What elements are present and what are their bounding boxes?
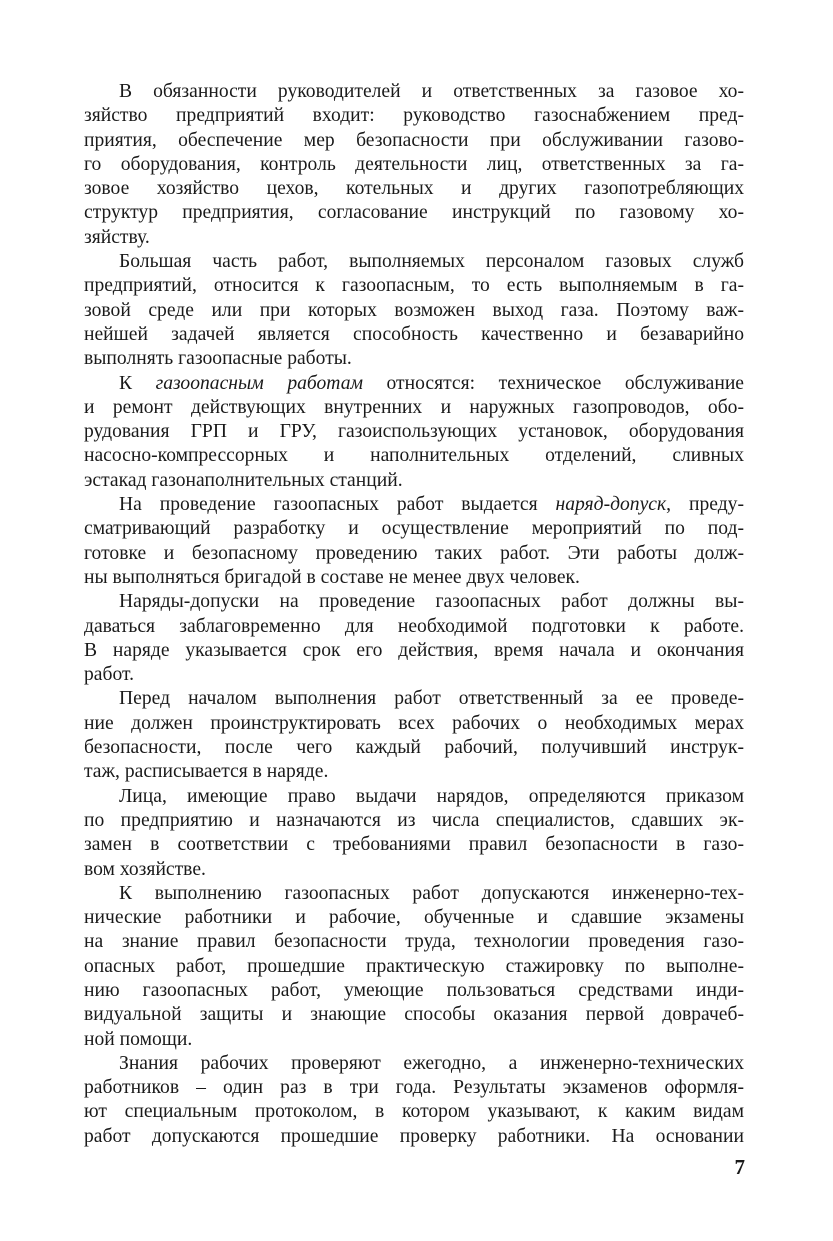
- text-line: [84, 566, 744, 590]
- text-segment: работников – один раз в три года. Результаты экзаменов оформля-: [84, 1077, 744, 1099]
- text-line: [84, 1076, 744, 1100]
- text-line: [84, 517, 744, 541]
- paragraph: [84, 80, 744, 250]
- text-line: [84, 104, 744, 128]
- text-segment: даваться заблаговременно для необходимой подготовки к работе.: [84, 615, 744, 637]
- text-line: [84, 1003, 744, 1027]
- text-line: [84, 736, 744, 760]
- text-line: [84, 833, 744, 857]
- text-segment: зовой среде или при которых возможен выход газа. Поэтому важ-: [84, 299, 744, 321]
- text-line: [84, 80, 744, 104]
- paragraph: [84, 1052, 744, 1149]
- text-segment: приятия, обеспечение мер безопасности при обслуживании газово-: [84, 129, 744, 151]
- text-segment: безопасности, после чего каждый рабочий, получивший инструк-: [84, 737, 744, 759]
- text-segment: таж, расписывается в наряде.: [84, 761, 329, 783]
- body-text: [84, 80, 744, 1149]
- text-segment: зовое хозяйство цехов, котельных и других газопотребляющих: [84, 178, 744, 200]
- text-segment: нейшей задачей является способность качественно и безаварийно: [84, 323, 744, 345]
- text-line: [84, 420, 744, 444]
- text-segment: В наряде указывается срок его действия, время начала и окончания: [84, 639, 744, 661]
- text-line: [84, 760, 744, 784]
- text-segment: нию газоопасных работ, умеющие пользоваться средствами инди-: [84, 979, 744, 1001]
- text-segment: работ.: [84, 664, 134, 686]
- text-segment: нические работники и рабочие, обученные и сдавшие экзамены: [84, 907, 744, 929]
- text-segment: эстакад газонаполнительных станций.: [84, 469, 403, 491]
- text-segment: ны выполняться бригадой в составе не менее двух человек.: [84, 566, 580, 588]
- text-line: [84, 639, 744, 663]
- text-segment: по предприятию и назначаются из числа специалистов, сдавших эк-: [84, 809, 744, 831]
- text-segment: структур предприятия, согласование инструкций по газовому хо-: [84, 202, 744, 224]
- text-segment: замен в соответствии с требованиями правил безопасности в газо-: [84, 834, 744, 856]
- text-segment: выполнять газоопасные работы.: [84, 348, 352, 370]
- text-line: [84, 177, 744, 201]
- text-line: [84, 858, 744, 882]
- text-line: [84, 201, 744, 225]
- text-segment: на знание правил безопасности труда, технологии проведения газо-: [84, 931, 744, 953]
- text-segment: рудования ГРП и ГРУ, газоиспользующих установок, оборудования: [84, 421, 744, 443]
- text-line: [84, 542, 744, 566]
- paragraph: [84, 493, 744, 590]
- italic-term: наряд-допуск: [555, 494, 667, 516]
- text-segment: и ремонт действующих внутренних и наружных газопроводов, обо-: [84, 396, 744, 418]
- paragraph: [84, 687, 744, 784]
- text-segment: зяйство предприятий входит: руководство газоснабжением пред-: [84, 105, 744, 127]
- text-segment: относятся: техническое обслуживание: [363, 372, 745, 394]
- text-segment: , преду-: [666, 494, 744, 516]
- text-line: [84, 906, 744, 930]
- text-line: [84, 785, 744, 809]
- text-segment: го оборудования, контроль деятельности лиц, ответственных за га-: [84, 153, 744, 175]
- text-line: [84, 1052, 744, 1076]
- text-segment: На проведение газоопасных работ выдается: [119, 494, 556, 516]
- text-line: [84, 809, 744, 833]
- text-segment: работ допускаются прошедшие проверку работники. На основании: [84, 1125, 744, 1147]
- text-segment: опасных работ, прошедшие практическую стажировку по выполне-: [84, 955, 744, 977]
- text-line: [84, 979, 744, 1003]
- text-segment: зяйству.: [84, 226, 150, 248]
- text-line: [84, 372, 744, 396]
- text-segment: К: [119, 372, 156, 394]
- text-segment: В обязанности руководителей и ответственных за газовое хо-: [119, 81, 744, 102]
- paragraph: [84, 372, 744, 493]
- text-line: [84, 323, 744, 347]
- text-line: [84, 687, 744, 711]
- paragraph: [84, 590, 744, 687]
- text-segment: Перед началом выполнения работ ответственный за ее проведе-: [119, 688, 744, 710]
- italic-term: газоопасным работам: [155, 372, 363, 394]
- text-line: [84, 299, 744, 323]
- text-line: [84, 493, 744, 517]
- text-segment: ние должен проинструктировать всех рабочих о необходимых мерах: [84, 712, 744, 734]
- text-line: [84, 712, 744, 736]
- text-segment: насосно-компрессорных и наполнительных отделений, сливных: [84, 445, 744, 467]
- text-line: [84, 444, 744, 468]
- text-line: [84, 1100, 744, 1124]
- text-line: [84, 274, 744, 298]
- text-line: [84, 615, 744, 639]
- text-segment: вом хозяйстве.: [84, 858, 206, 880]
- paragraph: [84, 882, 744, 1052]
- text-line: [84, 1028, 744, 1052]
- text-line: [84, 347, 744, 371]
- paragraph: [84, 785, 744, 882]
- text-segment: Лица, имеющие право выдачи нарядов, определяются приказом: [119, 785, 744, 807]
- text-segment: К выполнению газоопасных работ допускаются инженерно-тех-: [119, 882, 744, 904]
- text-segment: Наряды-допуски на проведение газоопасных работ должны вы-: [119, 591, 744, 613]
- text-line: [84, 1125, 744, 1149]
- text-line: [84, 129, 744, 153]
- text-line: [84, 396, 744, 420]
- text-segment: Большая часть работ, выполняемых персоналом газовых служб: [119, 251, 744, 273]
- text-segment: предприятий, относится к газоопасным, то есть выполняемым в га-: [84, 275, 744, 297]
- page-number: 7: [734, 1155, 745, 1179]
- text-line: [84, 955, 744, 979]
- text-line: [84, 590, 744, 614]
- text-segment: готовке и безопасному проведению таких работ. Эти работы долж-: [84, 542, 744, 564]
- text-line: [84, 469, 744, 493]
- text-line: [84, 250, 744, 274]
- text-segment: Знания рабочих проверяют ежегодно, а инженерно-технических: [119, 1052, 744, 1074]
- text-line: [84, 226, 744, 250]
- text-line: [84, 930, 744, 954]
- text-segment: ют специальным протоколом, в котором указывают, к каким видам: [84, 1101, 744, 1123]
- text-segment: видуальной защиты и знающие способы оказания первой доврачеб-: [84, 1004, 744, 1026]
- text-segment: ной помощи.: [84, 1028, 193, 1050]
- text-line: [84, 663, 744, 687]
- text-line: [84, 882, 744, 906]
- text-segment: сматривающий разработку и осуществление мероприятий по под-: [84, 518, 744, 540]
- text-line: [84, 153, 744, 177]
- paragraph: [84, 250, 744, 371]
